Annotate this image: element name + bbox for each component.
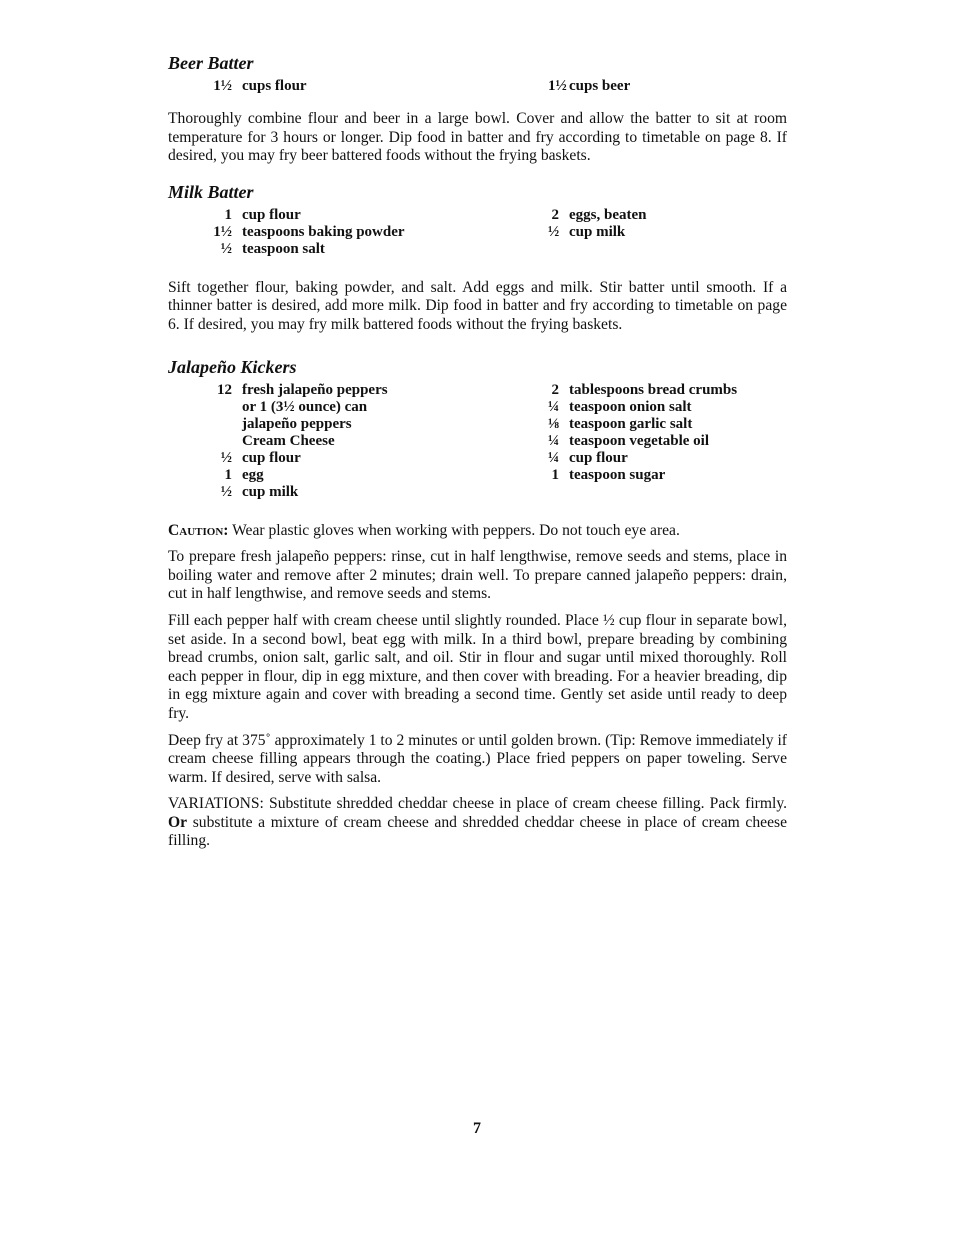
ingredient-row [168, 78, 548, 95]
ingredient-qty [168, 399, 242, 416]
ingredient-qty [168, 433, 242, 450]
recipe-title-milk-batter: Milk Batter [168, 181, 254, 202]
ingredient-qty: 12 [217, 381, 232, 398]
ingredient-item: cup flour [569, 449, 628, 466]
ingredient-item: teaspoons baking powder [242, 223, 405, 240]
ingredient-item: teaspoon onion salt [569, 398, 692, 415]
ingredient-row [548, 207, 647, 224]
ingredient-row [168, 450, 548, 467]
ingredient-row [548, 78, 630, 95]
instructions-paragraph: Deep fry at 375˚ approximately 1 to 2 minutes or until golden brown. (Tip: Remove immediately if cream cheese filling appears through the coating.) Place fried peppers on paper toweling. Serve warm. If desired, serve with salsa. [168, 731, 787, 786]
ingredient-row [168, 382, 548, 399]
ingredient-qty: ½ [220, 483, 232, 500]
caution-text: Wear plastic gloves when working with peppers. Do not touch eye area. [228, 521, 680, 539]
ingredient-item: tablespoons bread crumbs [569, 381, 738, 398]
ingredient-qty: 1 [551, 466, 559, 483]
ingredient-row [168, 399, 548, 416]
ingredient-qty: ½ [548, 223, 560, 240]
ingredient-item: egg [242, 466, 264, 483]
ingredients-right-column [548, 78, 630, 95]
ingredient-item: fresh jalapeño peppers [242, 381, 388, 398]
ingredient-item: cup flour [242, 206, 301, 223]
ingredient-item: eggs, beaten [569, 206, 647, 223]
instructions-paragraph: Thoroughly combine flour and beer in a large bowl. Cover and allow the batter to sit at room temperature for 3 hours or longer. Dip food in batter and fry according to timetable on page 8. If desired, you may fry beer battered foods without the frying baskets. [168, 110, 787, 165]
ingredient-qty: 2 [551, 381, 559, 398]
variations-text-rest: substitute a mixture of cream cheese and shredded cheddar cheese in place of cream cheese filling. [168, 813, 787, 850]
ingredients-left-column [168, 78, 548, 95]
ingredient-row [168, 467, 548, 484]
ingredient-qty: ½ [220, 449, 232, 466]
ingredients-beer-batter [168, 78, 787, 95]
ingredient-item: cups flour [242, 78, 307, 94]
ingredient-item: teaspoon salt [242, 240, 325, 257]
caution-paragraph [168, 522, 787, 541]
ingredients-left-column [168, 382, 548, 501]
ingredient-qty: 1½ [213, 223, 232, 240]
ingredient-item: Cream Cheese [242, 432, 335, 449]
ingredient-qty: ¼ [548, 432, 560, 449]
ingredient-qty: 1½ [213, 78, 232, 94]
recipe-title-jalapeno-kickers: Jalapeño Kickers [168, 356, 297, 377]
ingredient-item: or 1 (3½ ounce) can [242, 398, 368, 415]
caution-label: Caution: [168, 521, 229, 539]
ingredient-qty: 1 [224, 466, 232, 483]
ingredient-row [168, 224, 548, 241]
ingredient-qty: 2 [551, 206, 559, 223]
ingredient-row [168, 433, 548, 450]
ingredient-row [168, 207, 548, 224]
variations-paragraph [168, 795, 787, 851]
ingredient-row [168, 416, 548, 433]
variations-or: Or [168, 813, 188, 831]
ingredient-item: jalapeño peppers [242, 415, 352, 432]
ingredient-qty: ½ [220, 240, 232, 257]
ingredients-jalapeno-kickers [168, 382, 787, 501]
ingredient-row [168, 484, 548, 501]
ingredient-item: teaspoon vegetable oil [569, 432, 709, 449]
ingredient-row [548, 450, 737, 467]
ingredient-row [548, 416, 737, 433]
ingredient-qty: ¼ [548, 398, 560, 415]
ingredient-qty: ⅛ [548, 415, 560, 432]
instructions-paragraph: Fill each pepper half with cream cheese until slightly rounded. Place ½ cup flour in separate bowl, set aside. In a second bowl, beat egg with milk. In a third bowl, prepare breading by combining bread crumbs, onion salt, garlic salt, and oil. Stir in flour and sugar until mixed thoroughly. Roll each pepper in flour, dip in egg mixture, and then cover with breading. For a heavier breading, dip in egg mixture again and cover with breading a second time. Gently set aside until ready to deep fry. [168, 611, 787, 722]
ingredient-qty: ¼ [548, 449, 560, 466]
ingredient-row [168, 241, 548, 258]
ingredients-right-column [548, 382, 737, 501]
ingredient-row [548, 224, 647, 241]
ingredient-row [548, 433, 737, 450]
ingredient-row [548, 467, 737, 484]
variations-text: VARIATIONS: Substitute shredded cheddar cheese in place of cream cheese filling. Pack firmly. [168, 795, 787, 813]
ingredients-left-column [168, 207, 548, 258]
ingredient-item: cup flour [242, 449, 301, 466]
ingredient-qty [168, 416, 242, 433]
ingredient-item: cup milk [569, 223, 626, 240]
ingredient-row [548, 399, 737, 416]
ingredient-qty: 1½ [548, 78, 567, 94]
ingredient-item: teaspoon sugar [569, 466, 666, 483]
ingredients-milk-batter [168, 207, 787, 258]
recipe-page [168, 52, 787, 851]
ingredients-right-column [548, 207, 647, 258]
ingredient-item: teaspoon garlic salt [569, 415, 693, 432]
ingredient-item: cups beer [569, 78, 631, 94]
ingredient-item: cup milk [242, 483, 299, 500]
instructions-paragraph: To prepare fresh jalapeño peppers: rinse, cut in half lengthwise, remove seeds and stems, place in boiling water and remove after 2 minutes; drain well. To prepare canned jalapeño peppers: drain, cut in half lengthwise, and remove seeds and stems. [168, 548, 787, 603]
ingredient-row [548, 382, 737, 399]
instructions-paragraph: Sift together flour, baking powder, and salt. Add eggs and milk. Stir batter until smooth. If a thinner batter is desired, add more milk. Dip food in batter and fry according to timetable on page 6. If desired, you may fry milk battered foods without the frying baskets. [168, 278, 787, 333]
ingredient-qty: 1 [224, 206, 232, 223]
recipe-title-beer-batter: Beer Batter [168, 53, 254, 73]
page-number: 7 [473, 1120, 481, 1137]
